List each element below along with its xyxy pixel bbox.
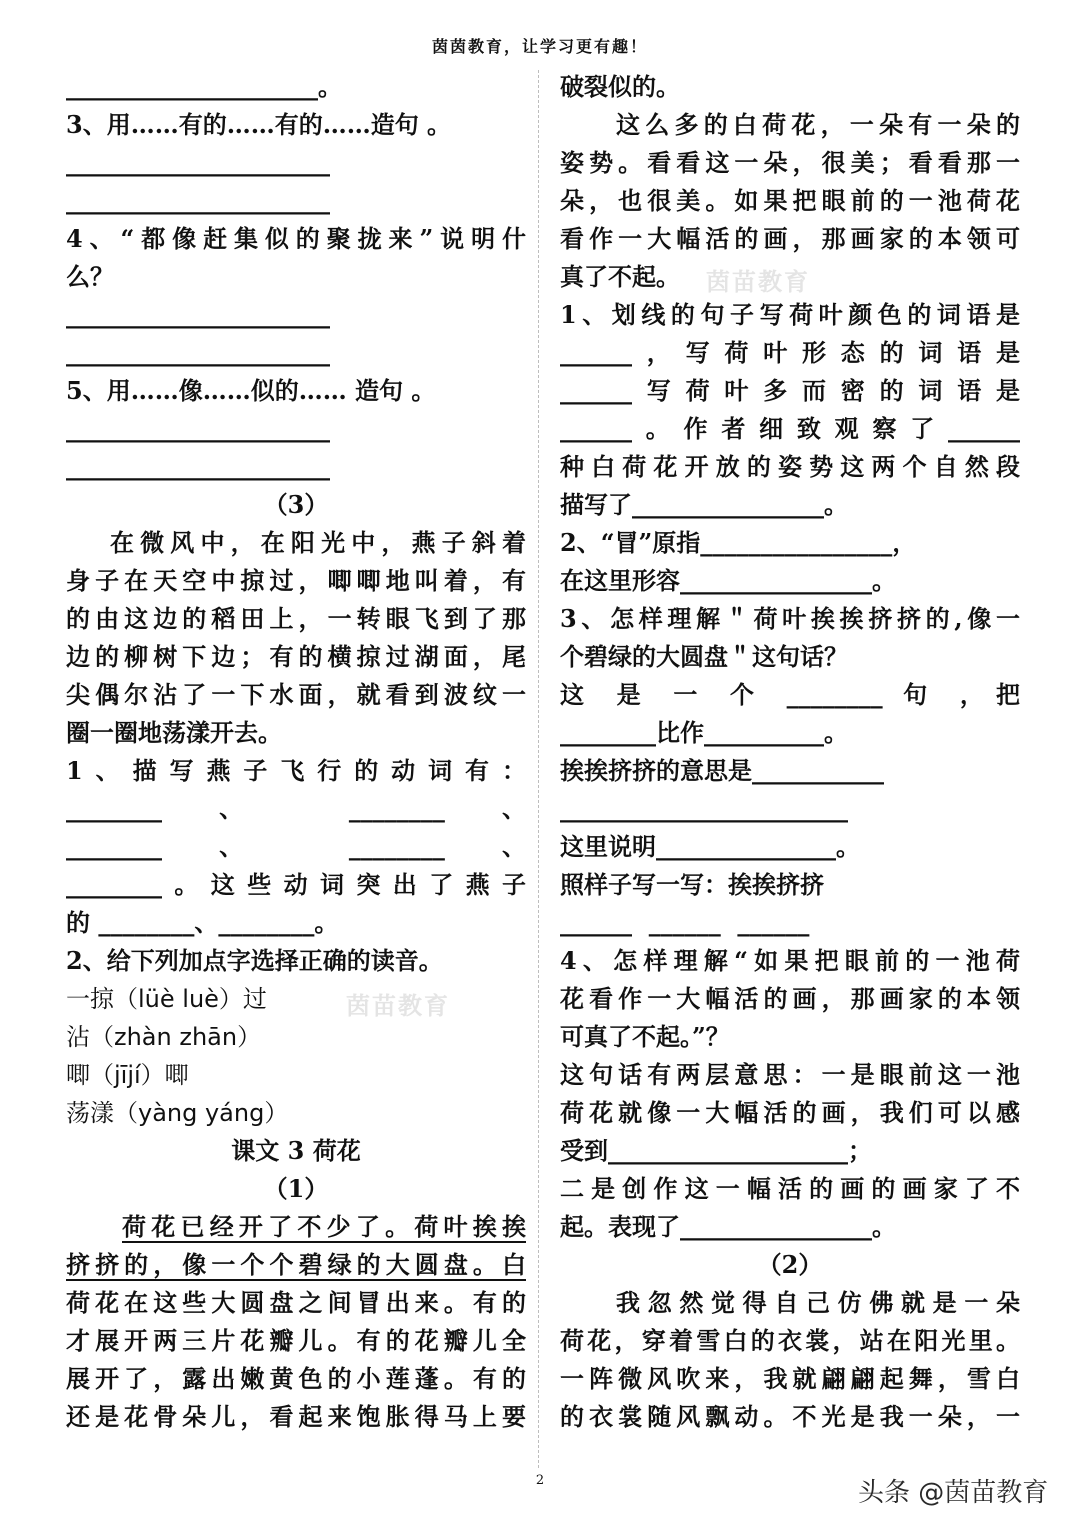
paragraph-line: 真了不起。 (560, 262, 680, 291)
answer-blank-line: ______________________ (66, 414, 330, 443)
page-number: 2 (535, 1473, 545, 1488)
paragraph-line: 尖偶尔沾了一下水面，就看到波纹一 (66, 680, 526, 709)
answer-blank-line: 这里说明_______________。 (560, 832, 860, 861)
pinyin-line: 唧（jījí）唧 (66, 1061, 189, 1089)
answer-blank-line: 的 ________、________。 (66, 908, 339, 937)
text-line: 照样子写一写：挨挨挤挤 (560, 870, 824, 899)
question-3-heading: 3、用……有的……有的……造句 。 (66, 110, 452, 139)
faint-watermark: 茵苗教育 (706, 267, 810, 296)
paragraph-line: 看作一大幅活的画，那画家的本领可 (560, 224, 1020, 253)
question-heading: 3、怎样理解＂荷叶挨挨挤挤的,像一 (560, 604, 1020, 633)
source-watermark: 头条 @茵苗教育 (858, 1478, 1049, 1508)
question-5-heading: 5、用……像……似的…… 造句 。 (66, 376, 436, 405)
section-number: （2） (757, 1250, 823, 1279)
answer-blank-line: ______，写荷叶形态的词语是 (560, 338, 1020, 367)
paragraph-line: 姿势。看看这一朵，很美；看看那一 (560, 148, 1020, 177)
text-line: _____________________。 (66, 72, 342, 101)
text-line: 二是创作这一幅活的画的画家了不 (560, 1174, 1020, 1203)
paragraph-line: 才展开两三片花瓣儿。有的花瓣儿全 (66, 1326, 526, 1355)
left-column (66, 68, 526, 1436)
section-number: （3） (263, 490, 329, 519)
paragraph-line: 身子在天空中掠过，唧唧地叫着，有 (66, 566, 526, 595)
answer-blank-line: ______ ______ ______ (560, 908, 810, 937)
answer-blank-line: ________ 、 ________ 、 (66, 794, 526, 823)
answer-blank-line: ________比作__________。 (560, 718, 848, 747)
paragraph-line: 还是花骨朵儿，看起来饱胀得马上要 (66, 1402, 526, 1431)
answer-blank-line: 挨挨挤挤的意思是___________ (560, 756, 884, 785)
answer-blank-line: ________ 、 ________ 、 (66, 832, 526, 861)
paragraph-line: 的由这边的稻田上，一转眼飞到了那 (66, 604, 526, 633)
lesson-title: 课文 3 荷花 (231, 1136, 361, 1165)
answer-blank-line: ______________________ (66, 148, 330, 177)
answer-blank-line: 在这里形容________________。 (560, 566, 896, 595)
underlined-sentence-line: 挤挤的，像一个个碧绿的大圆盘。白 (66, 1250, 526, 1279)
text-line: 花看作一大幅活的画，那画家的本领 (560, 984, 1020, 1013)
question-heading: 2、给下列加点字选择正确的读音。 (66, 946, 443, 975)
text-line: 种白荷花开放的姿势这两个自然段 (560, 452, 1020, 481)
text-line: 这句话有两层意思：一是眼前这一池 (560, 1060, 1020, 1089)
paragraph-line: 边的柳树下边；有的横掠过湖面，尾 (66, 642, 526, 671)
section-number: （1） (263, 1174, 329, 1203)
paragraph-line: 我忽然觉得自己仿佛就是一朵 (616, 1288, 1020, 1317)
answer-blank-line: ______________________ (66, 452, 330, 481)
paragraph-line: 荷花，穿着雪白的衣裳，站在阳光里。 (560, 1326, 1020, 1355)
answer-blank-line: ________。这些动词突出了燕子 (66, 870, 526, 899)
answer-blank-line: 这 是 一 个 ________ 句 ，把 (560, 680, 1020, 709)
answer-blank-line: ______________________ (66, 186, 330, 215)
answer-blank-line: 起。表现了________________。 (560, 1212, 896, 1241)
faint-watermark: 茵苗教育 (346, 991, 450, 1020)
underlined-sentence-line: 荷花已经开了不少了。荷叶挨挨 (122, 1212, 526, 1241)
paragraph-line: 破裂似的。 (560, 72, 680, 101)
paragraph-line: 朵，也很美。如果把眼前的一池荷花 (560, 186, 1020, 215)
column-divider (538, 70, 539, 1468)
question-4-heading: 4、“都像赶集似的聚拢来”说明什 (66, 224, 526, 253)
question-heading: 1、划线的句子写荷叶颜色的词语是 (560, 300, 1020, 329)
pinyin-line: 一掠（lüè luè）过 (66, 985, 267, 1013)
answer-blank-line: ______写荷叶多而密的词语是 (560, 376, 1020, 405)
answer-blank-line: ________________________ (560, 794, 848, 823)
paragraph-line: 展开了，露出嫩黄色的小莲蓬。有的 (66, 1364, 526, 1393)
pinyin-line: 沾（zhàn zhān） (66, 1023, 262, 1051)
page-header: 茵茵教育，让学习更有趣！ (431, 37, 648, 56)
paragraph-line: 一阵微风吹来，我就翩翩起舞，雪白 (560, 1364, 1020, 1393)
paragraph-line: 的衣裳随风飘动。不光是我一朵，一 (560, 1402, 1020, 1431)
answer-blank-line: ______________________ (66, 338, 330, 367)
text-line: 可真了不起。”？ (560, 1022, 730, 1051)
answer-blank-line: 描写了________________。 (560, 490, 848, 519)
text-line: 么？ (66, 262, 114, 291)
question-heading: 4、怎样理解“如果把眼前的一池荷 (560, 946, 1020, 975)
answer-blank-line: ______。作者细致观察了______ (560, 414, 1020, 443)
paragraph-line: 荷花在这些大圆盘之间冒出来。有的 (66, 1288, 526, 1317)
text-line: 个碧绿的大圆盘＂这句话？ (560, 642, 848, 671)
paragraph-line: 在微风中，在阳光中，燕子斜着 (110, 528, 526, 557)
answer-blank-line: 受到____________________； (560, 1136, 872, 1165)
pinyin-line: 荡漾（yàng yáng） (66, 1099, 289, 1127)
answer-blank-line: ______________________ (66, 300, 330, 329)
question-heading: 2、“冒”原指________________， (560, 528, 917, 557)
question-heading: 1、描写燕子飞行的动词有： (66, 756, 526, 785)
paragraph-line: 这么多的白荷花，一朵有一朵的 (616, 110, 1020, 139)
text-line: 荷花就像一大幅活的画，我们可以感 (560, 1098, 1020, 1127)
paragraph-line: 圈一圈地荡漾开去。 (66, 718, 282, 747)
